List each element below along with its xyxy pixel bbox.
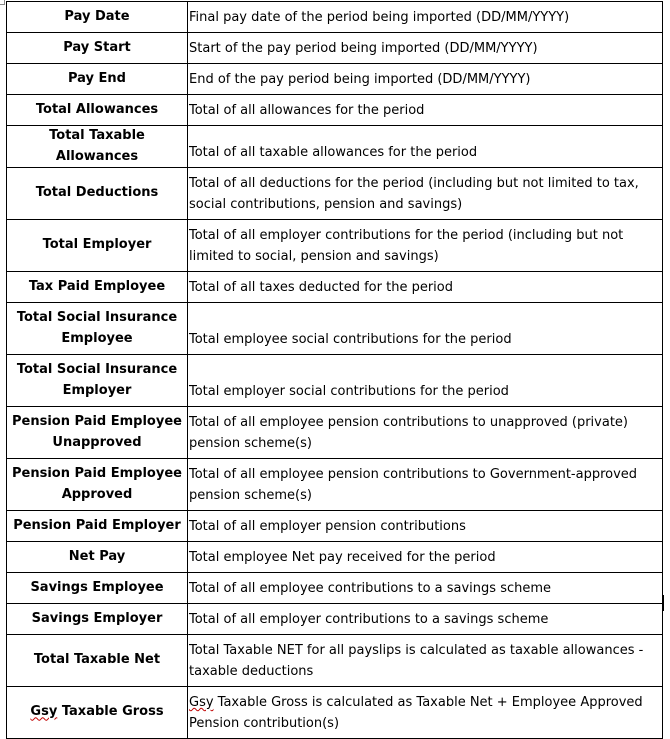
field-name-cell[interactable]: Total Allowances (7, 95, 188, 126)
field-description-cell[interactable]: Total of all deductions for the period (including but not limited to tax, social contributions, pension and savings) (188, 168, 663, 220)
field-name-cell[interactable]: Savings Employee (7, 573, 188, 604)
field-name-cell[interactable]: Pay End (7, 64, 188, 95)
field-name-cell[interactable]: Tax Paid Employee (7, 272, 188, 303)
table-row (7, 168, 663, 220)
field-name-cell[interactable]: Total Social Insurance Employer (7, 355, 188, 407)
field-description-cell[interactable]: Total employer social contributions for the period (188, 355, 663, 407)
field-description-cell[interactable]: Start of the pay period being imported (DD/MM/YYYY) (188, 33, 663, 64)
field-name-cell[interactable]: Pension Paid Employer (7, 511, 188, 542)
table-row (7, 220, 663, 272)
table-row (7, 126, 663, 168)
field-name-cell[interactable]: Total Deductions (7, 168, 188, 220)
field-description-cell[interactable]: Total of all allowances for the period (188, 95, 663, 126)
field-description-cell[interactable]: Total Taxable NET for all payslips is calculated as taxable allowances - taxable deductions (188, 635, 663, 687)
field-name-cell[interactable]: Total Employer (7, 220, 188, 272)
field-name-cell[interactable] (7, 687, 188, 739)
field-name-cell[interactable]: Pension Paid Employee Unapproved (7, 407, 188, 459)
field-description-cell[interactable]: Total of all employee pension contributions to unapproved (private) pension scheme(s) (188, 407, 663, 459)
field-description-cell[interactable]: Total of all employer contributions for the period (including but not limited to social, pension and savings) (188, 220, 663, 272)
table-row (7, 635, 663, 687)
field-name-cell[interactable]: Pay Start (7, 33, 188, 64)
field-description-cell[interactable]: Total of all taxable allowances for the period (188, 126, 663, 168)
field-description-cell[interactable]: Total employee social contributions for the period (188, 303, 663, 355)
table-row (7, 687, 663, 739)
table-row (7, 2, 663, 33)
table-row (7, 33, 663, 64)
table-row (7, 355, 663, 407)
table-row (7, 573, 663, 604)
field-name-text: Taxable Gross (57, 704, 164, 720)
table-row (7, 64, 663, 95)
table-row (7, 604, 663, 635)
document-corner-mark (0, 0, 5, 5)
text-cursor-mark (663, 595, 664, 611)
field-name-cell[interactable]: Pay Date (7, 2, 188, 33)
field-name-cell[interactable]: Savings Employer (7, 604, 188, 635)
table-row (7, 95, 663, 126)
table-row (7, 272, 663, 303)
field-name-cell[interactable]: Total Social Insurance Employee (7, 303, 188, 355)
table-row (7, 542, 663, 573)
field-description-cell[interactable]: Total of all taxes deducted for the period (188, 272, 663, 303)
field-description-cell[interactable]: Total of all employer pension contributions (188, 511, 663, 542)
field-name-cell[interactable]: Net Pay (7, 542, 188, 573)
field-description-cell[interactable]: End of the pay period being imported (DD/MM/YYYY) (188, 64, 663, 95)
field-name-cell[interactable]: Total Taxable Net (7, 635, 188, 687)
table-row (7, 407, 663, 459)
field-description-cell[interactable]: Total employee Net pay received for the period (188, 542, 663, 573)
field-description-cell[interactable]: Final pay date of the period being imported (DD/MM/YYYY) (188, 2, 663, 33)
field-name-cell[interactable]: Pension Paid Employee Approved (7, 459, 188, 511)
field-name-cell[interactable]: Total Taxable Allowances (7, 126, 188, 168)
table-row (7, 511, 663, 542)
field-description-text: Taxable Gross is calculated as Taxable Net + Employee Approved Pension contribution(s) (189, 695, 643, 731)
table-row (7, 303, 663, 355)
field-description-cell[interactable] (188, 687, 663, 739)
field-definitions-table (6, 1, 663, 739)
spellcheck-flagged-word: Gsy (189, 695, 214, 710)
field-description-cell[interactable]: Total of all employer contributions to a savings scheme (188, 604, 663, 635)
table-row (7, 459, 663, 511)
field-description-cell[interactable]: Total of all employee contributions to a savings scheme (188, 573, 663, 604)
spellcheck-flagged-word: Gsy (30, 704, 58, 720)
field-description-cell[interactable]: Total of all employee pension contributions to Government-approved pension scheme(s) (188, 459, 663, 511)
